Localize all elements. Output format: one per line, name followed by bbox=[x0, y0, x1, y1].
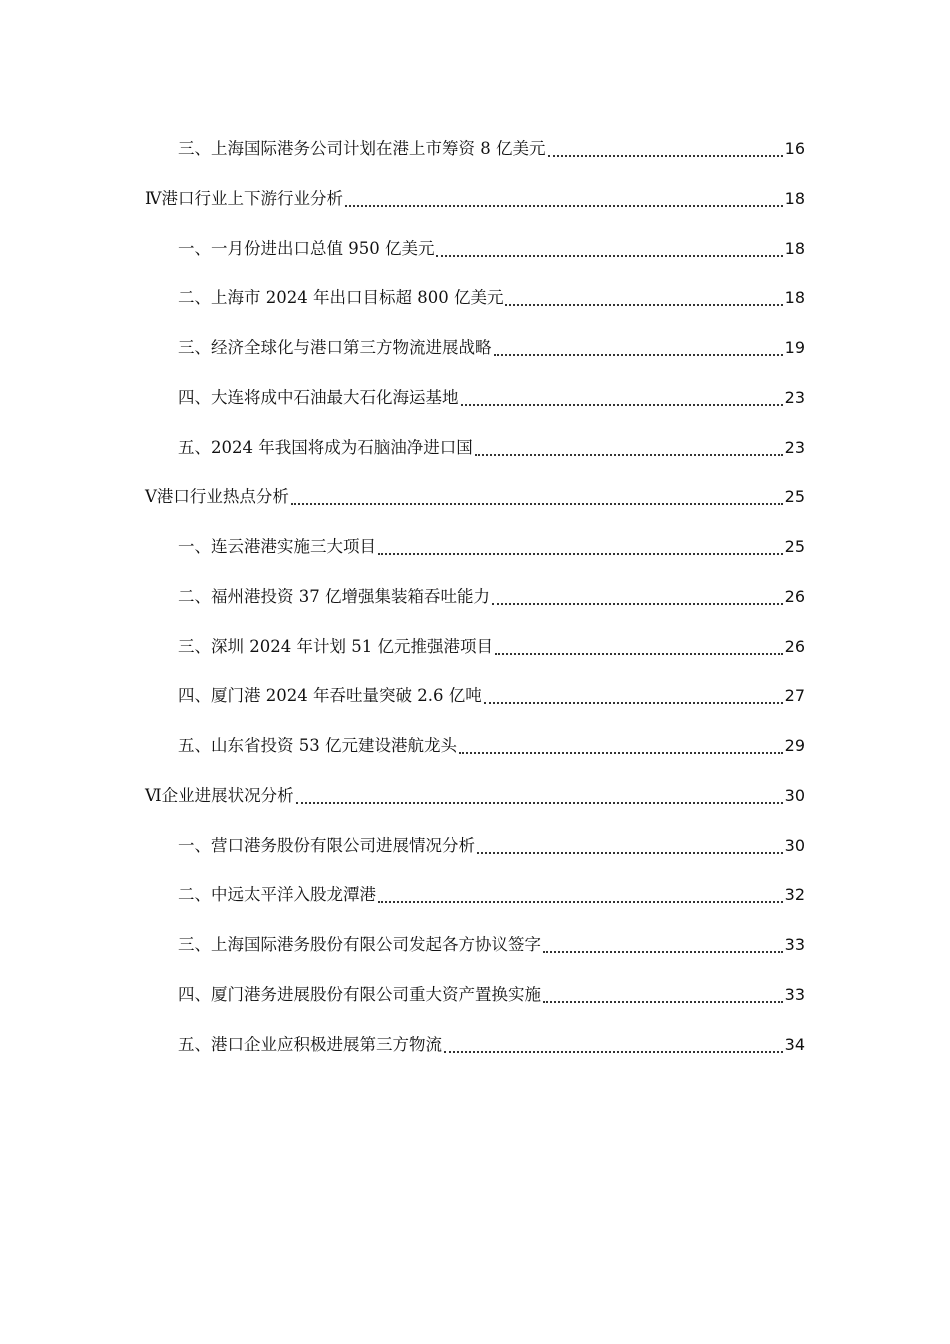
toc-section-entry[interactable] bbox=[0, 285, 950, 335]
toc-section-entry[interactable] bbox=[0, 236, 950, 286]
toc-dot-leader bbox=[345, 179, 783, 207]
toc-dot-leader bbox=[495, 627, 783, 655]
toc-entry-title: 四、大连将成中石油最大石化海运基地 bbox=[178, 387, 459, 407]
toc-entry-title: 三、上海国际港务公司计划在港上市筹资 8 亿美元 bbox=[178, 139, 546, 158]
toc-page-number: 25 bbox=[784, 487, 805, 507]
toc-page-number: 23 bbox=[784, 437, 805, 457]
toc-dot-leader bbox=[484, 676, 783, 704]
toc-entry-title: 三、经济全球化与港口第三方物流进展战略 bbox=[178, 338, 492, 357]
toc-page-number: 18 bbox=[784, 188, 805, 208]
toc-section-entry[interactable] bbox=[0, 584, 950, 634]
toc-dot-leader bbox=[461, 378, 783, 406]
toc-dot-leader bbox=[378, 527, 783, 555]
toc-page-number: 32 bbox=[784, 885, 805, 905]
toc-entry-title: 三、上海国际港务股份有限公司发起各方协议签字 bbox=[178, 935, 541, 954]
toc-dot-leader bbox=[475, 428, 783, 456]
toc-page-number: 27 bbox=[784, 686, 805, 706]
toc-page-number: 33 bbox=[784, 984, 805, 1004]
toc-page-number: 34 bbox=[784, 1034, 805, 1054]
toc-page-number: 23 bbox=[784, 387, 805, 407]
toc-dot-leader bbox=[296, 776, 783, 804]
toc-page-number: 26 bbox=[784, 586, 805, 606]
toc-page-number: 18 bbox=[784, 288, 805, 308]
toc-dot-leader bbox=[444, 1025, 783, 1053]
toc-page-number: 33 bbox=[784, 935, 805, 954]
toc-entry-title: Ⅳ港口行业上下游行业分析 bbox=[145, 188, 343, 208]
toc-section-entry[interactable] bbox=[0, 882, 950, 932]
toc-dot-leader bbox=[378, 875, 783, 903]
toc-dot-leader bbox=[477, 826, 783, 854]
toc-dot-leader bbox=[505, 278, 782, 306]
toc-page-number: 30 bbox=[784, 785, 805, 805]
toc-entry-title: 三、深圳 2024 年计划 51 亿元推强港项目 bbox=[178, 636, 493, 656]
toc-section-entry[interactable] bbox=[0, 1032, 950, 1082]
toc-entry-title: 二、福州港投资 37 亿增强集装箱吞吐能力 bbox=[178, 586, 490, 606]
toc-entry-title: 五、山东省投资 53 亿元建设港航龙头 bbox=[178, 736, 457, 755]
toc-entry-title: 二、中远太平洋入股龙潭港 bbox=[178, 885, 376, 905]
toc-section-entry[interactable] bbox=[0, 534, 950, 584]
toc-entry-title: 一、连云港港实施三大项目 bbox=[178, 537, 376, 556]
toc-dot-leader bbox=[543, 975, 783, 1003]
toc-section-entry[interactable] bbox=[0, 634, 950, 684]
table-of-contents bbox=[0, 136, 950, 1081]
toc-page-number: 29 bbox=[784, 736, 805, 755]
toc-chapter-entry[interactable] bbox=[0, 783, 950, 833]
toc-dot-leader bbox=[494, 328, 783, 356]
toc-dot-leader bbox=[543, 925, 783, 953]
toc-page-number: 26 bbox=[784, 636, 805, 656]
toc-dot-leader bbox=[436, 229, 782, 257]
toc-entry-title: 一、营口港务股份有限公司进展情况分析 bbox=[178, 835, 475, 855]
toc-entry-title: 二、上海市 2024 年出口目标超 800 亿美元 bbox=[178, 288, 504, 308]
toc-page-number: 19 bbox=[784, 338, 805, 357]
toc-dot-leader bbox=[548, 129, 783, 157]
toc-page-number: 30 bbox=[784, 835, 805, 855]
toc-entry-title: Ⅴ港口行业热点分析 bbox=[145, 487, 289, 507]
toc-dot-leader bbox=[459, 726, 783, 754]
toc-section-entry[interactable] bbox=[0, 932, 950, 982]
toc-entry-title: 四、厦门港务进展股份有限公司重大资产置换实施 bbox=[178, 984, 541, 1004]
toc-page-number: 18 bbox=[784, 238, 805, 258]
toc-entry-title: 四、厦门港 2024 年吞吐量突破 2.6 亿吨 bbox=[178, 686, 482, 706]
toc-entry-title: 五、港口企业应积极进展第三方物流 bbox=[178, 1034, 442, 1054]
toc-page-number: 25 bbox=[784, 537, 805, 556]
toc-entry-title: 五、2024 年我国将成为石脑油净进口国 bbox=[178, 437, 473, 457]
toc-page-number: 16 bbox=[784, 139, 805, 158]
toc-entry-title: Ⅵ企业进展状况分析 bbox=[145, 785, 294, 805]
toc-dot-leader bbox=[492, 577, 783, 605]
toc-entry-title: 一、一月份进出口总值 950 亿美元 bbox=[178, 238, 435, 258]
toc-dot-leader bbox=[291, 477, 783, 505]
